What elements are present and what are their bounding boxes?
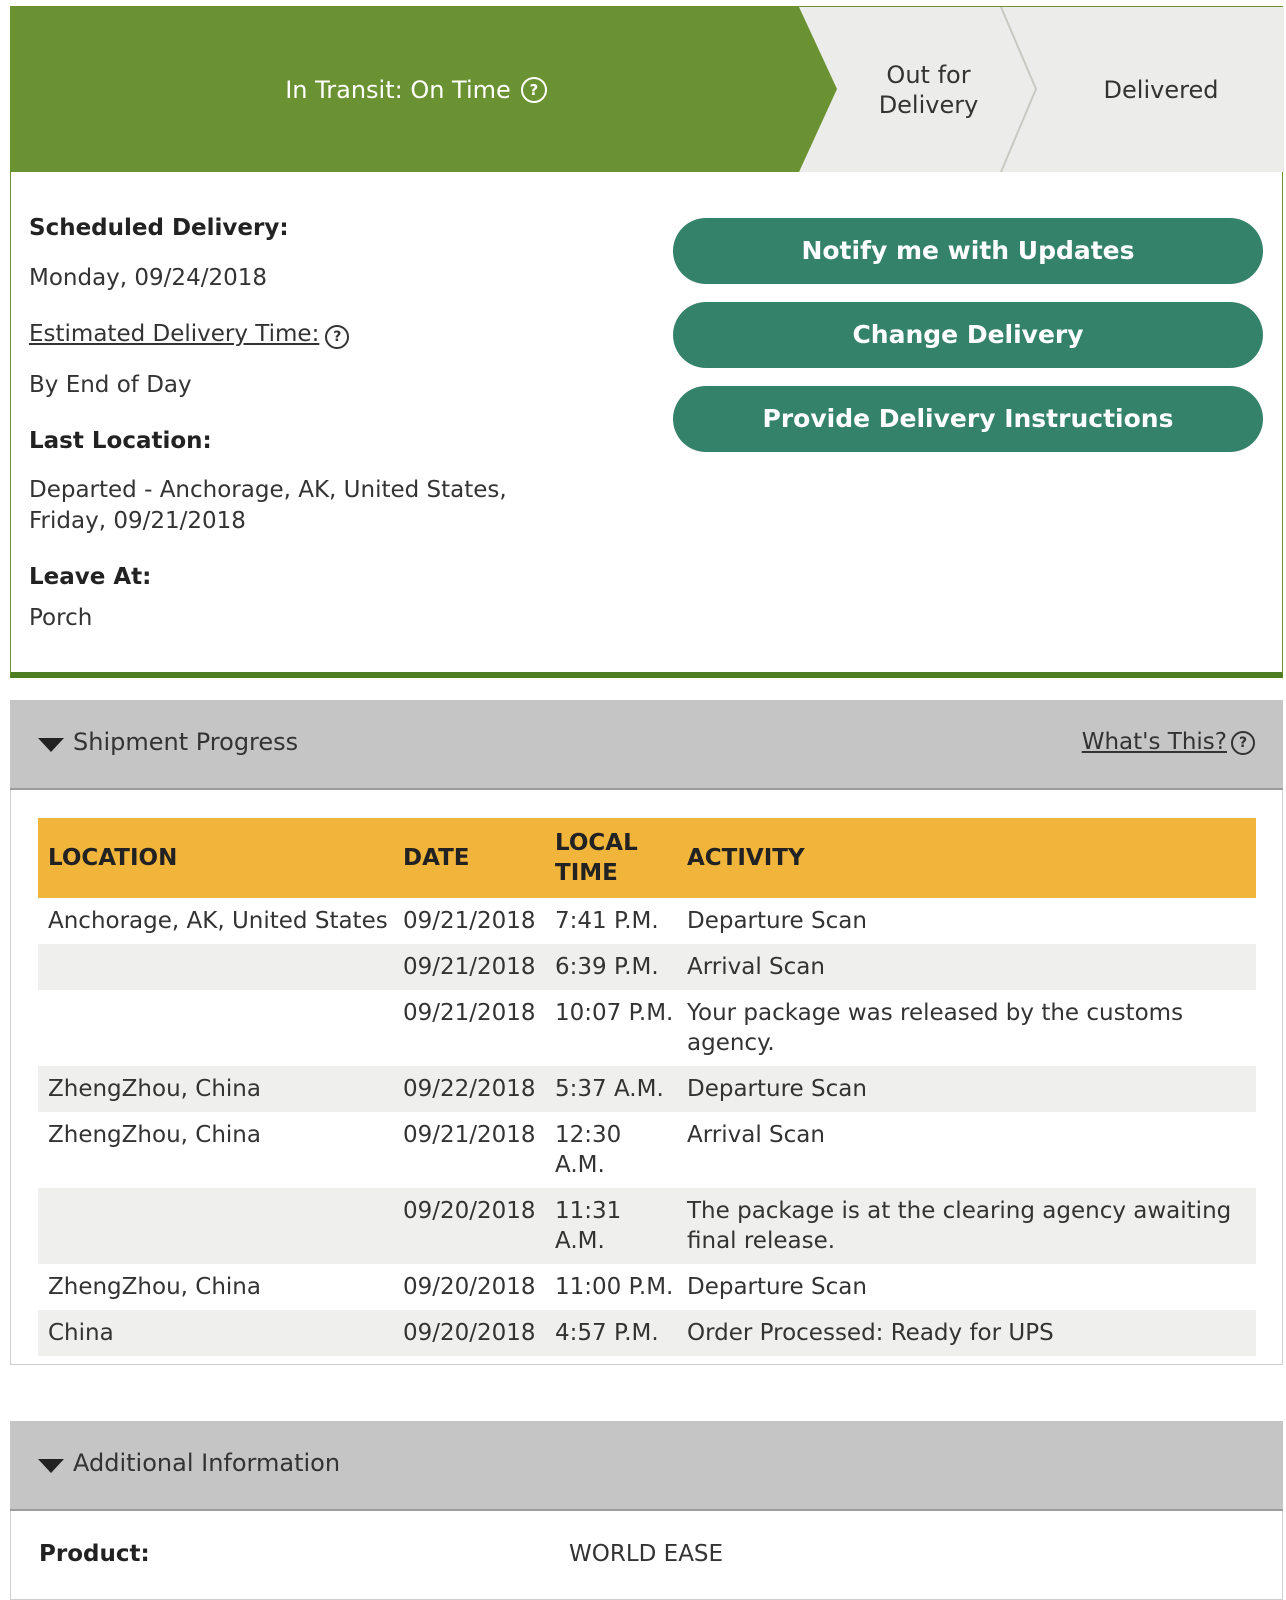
estimated-delivery-time-link[interactable]: Estimated Delivery Time: xyxy=(29,321,320,347)
cell-location: Anchorage, AK, United States xyxy=(48,908,388,934)
cell-time: 11:31 A.M. xyxy=(545,1188,677,1264)
cell-location xyxy=(38,944,393,990)
triangle-down-icon xyxy=(38,738,64,752)
scheduled-delivery-label: Scheduled Delivery: xyxy=(29,215,289,241)
column-header-local-time: LOCAL TIME xyxy=(545,818,677,898)
additional-info-header[interactable] xyxy=(10,1421,1283,1511)
delivery-instructions-button[interactable]: Provide Delivery Instructions xyxy=(673,386,1263,452)
progress-step-delivered xyxy=(1041,7,1281,172)
table-row xyxy=(38,1310,1256,1356)
question-circle-icon[interactable]: ? xyxy=(325,325,349,349)
cell-time: 11:00 P.M. xyxy=(555,1274,674,1300)
cell-activity: Order Processed: Ready for UPS xyxy=(677,1310,1256,1356)
table-row xyxy=(38,944,1256,990)
cell-date: 09/22/2018 xyxy=(393,1066,545,1112)
whats-this-link[interactable]: What's This? xyxy=(1081,729,1227,755)
column-header-date: DATE xyxy=(393,818,545,898)
change-delivery-button[interactable]: Change Delivery xyxy=(673,302,1263,368)
cell-activity: The package is at the clearing agency awaiting final release. xyxy=(677,1188,1256,1264)
scheduled-delivery-value: Monday, 09/24/2018 xyxy=(29,265,267,291)
triangle-down-icon xyxy=(38,1459,64,1473)
table-row xyxy=(38,1264,1256,1310)
last-location-label: Last Location: xyxy=(29,428,212,454)
shipment-progress-header[interactable] xyxy=(10,700,1283,790)
cell-time: 4:57 P.M. xyxy=(545,1310,677,1356)
table-header-row xyxy=(38,818,1256,898)
last-location-value: Departed - Anchorage, AK, United States, Friday, 09/21/2018 xyxy=(29,477,507,534)
table-row xyxy=(38,1188,1256,1264)
product-label: Product: xyxy=(39,1541,150,1567)
cell-date: 09/21/2018 xyxy=(403,908,536,934)
notify-updates-button[interactable]: Notify me with Updates xyxy=(673,218,1263,284)
column-header-activity: ACTIVITY xyxy=(677,818,1256,898)
cell-time: 10:07 P.M. xyxy=(555,1000,674,1026)
question-circle-icon[interactable]: ? xyxy=(1231,731,1255,755)
cell-location xyxy=(38,990,393,1066)
cell-time: 5:37 A.M. xyxy=(545,1066,677,1112)
leave-at-value: Porch xyxy=(29,605,93,631)
cell-location xyxy=(38,1188,393,1264)
cell-activity: Your package was released by the customs agency. xyxy=(687,1000,1184,1056)
cell-activity: Departure Scan xyxy=(687,1274,867,1300)
leave-at-label: Leave At: xyxy=(29,564,152,590)
table-row xyxy=(38,1066,1256,1112)
cell-date: 09/21/2018 xyxy=(393,944,545,990)
cell-date: 09/20/2018 xyxy=(393,1310,545,1356)
cell-date: 09/21/2018 xyxy=(403,1122,536,1148)
shipment-progress-table xyxy=(38,818,1256,1356)
cell-location: ZhengZhou, China xyxy=(48,1122,261,1148)
cell-activity: Arrival Scan xyxy=(687,1122,825,1148)
estimated-delivery-time xyxy=(29,321,349,349)
product-value: WORLD EASE xyxy=(569,1541,724,1567)
question-circle-icon[interactable]: ? xyxy=(521,77,547,103)
cell-date: 09/20/2018 xyxy=(393,1188,545,1264)
cell-time: 6:39 P.M. xyxy=(545,944,677,990)
progress-step-out-for-delivery-label: Out for Delivery xyxy=(878,60,979,119)
additional-info-title: Additional Information xyxy=(73,1449,341,1477)
cell-activity: Departure Scan xyxy=(687,908,867,934)
table-row xyxy=(38,1112,1256,1188)
cell-activity: Departure Scan xyxy=(677,1066,1256,1112)
table-row xyxy=(38,990,1256,1066)
progress-step-out-for-delivery xyxy=(841,7,1016,172)
shipment-progress-title: Shipment Progress xyxy=(73,728,299,756)
whats-this xyxy=(1082,729,1255,755)
cell-time: 7:41 P.M. xyxy=(555,908,659,934)
cell-location: China xyxy=(38,1310,393,1356)
estimated-delivery-value: By End of Day xyxy=(29,372,192,398)
cell-activity: Arrival Scan xyxy=(677,944,1256,990)
cell-date: 09/21/2018 xyxy=(403,1000,536,1026)
additional-info-body xyxy=(10,1511,1283,1600)
progress-step-delivered-label: Delivered xyxy=(1103,75,1219,104)
cell-time: 12:30 A.M. xyxy=(555,1122,622,1178)
column-header-location: LOCATION xyxy=(38,818,393,898)
table-row xyxy=(38,898,1256,944)
cell-location: ZhengZhou, China xyxy=(38,1066,393,1112)
cell-location: ZhengZhou, China xyxy=(48,1274,261,1300)
progress-step-in-transit-label: In Transit: On Time ? xyxy=(11,7,821,172)
cell-date: 09/20/2018 xyxy=(403,1274,536,1300)
